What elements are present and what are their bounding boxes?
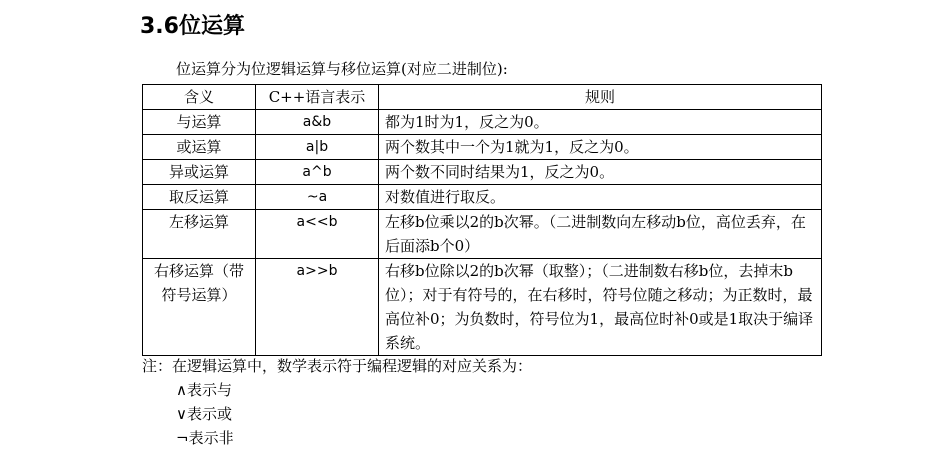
- cell-expression: a^b: [256, 160, 379, 185]
- cell-meaning: 与运算: [143, 110, 256, 135]
- header-meaning: 含义: [143, 85, 256, 110]
- cell-meaning: 右移运算（带符号运算）: [143, 259, 256, 356]
- cell-rule: 对数值进行取反。: [379, 185, 822, 210]
- symbol-or: ∨表示或: [176, 405, 232, 423]
- cell-rule: 两个数其中一个为1就为1，反之为0。: [379, 135, 822, 160]
- cell-rule: 都为1时为1，反之为0。: [379, 110, 822, 135]
- symbol-and: ∧表示与: [176, 381, 232, 399]
- table-row: [143, 110, 822, 135]
- cell-rule: 左移b位乘以2的b次幂。（二进制数向左移动b位，高位丢弃，在后面添b个0）: [379, 210, 822, 259]
- cell-rule: 右移b位除以2的b次幂（取整）；（二进制数右移b位，去掉末b位）；对于有符号的，在右移时，符号位随之移动；为正数时，最高位补0；为负数时，符号位为1，最高位时补0或是1取决于编译系统。: [379, 259, 822, 356]
- table-row: [143, 185, 822, 210]
- cell-rule: 两个数不同时结果为1，反之为0。: [379, 160, 822, 185]
- cell-expression: a<<b: [256, 210, 379, 259]
- table-row: [143, 210, 822, 259]
- header-rule: 规则: [379, 85, 822, 110]
- cell-meaning: 左移运算: [143, 210, 256, 259]
- cell-meaning: 或运算: [143, 135, 256, 160]
- section-title: 3.6位运算: [140, 14, 245, 39]
- table-row: [143, 259, 822, 356]
- cell-expression: a&b: [256, 110, 379, 135]
- note-text: 注：在逻辑运算中，数学表示符于编程逻辑的对应关系为：: [142, 357, 533, 375]
- intro-text: 位运算分为位逻辑运算与移位运算(对应二进制位):: [176, 60, 508, 78]
- cell-meaning: 取反运算: [143, 185, 256, 210]
- cell-expression: a>>b: [256, 259, 379, 356]
- table-row: [143, 160, 822, 185]
- symbol-not: ¬表示非: [176, 429, 234, 447]
- cell-meaning: 异或运算: [143, 160, 256, 185]
- table-row: [143, 135, 822, 160]
- logic-symbol-list: [176, 378, 234, 450]
- table-header-row: [143, 85, 822, 110]
- header-cpp-expression: C++语言表示: [256, 85, 379, 110]
- cell-expression: ~a: [256, 185, 379, 210]
- cell-expression: a|b: [256, 135, 379, 160]
- bit-operations-table: [142, 84, 822, 356]
